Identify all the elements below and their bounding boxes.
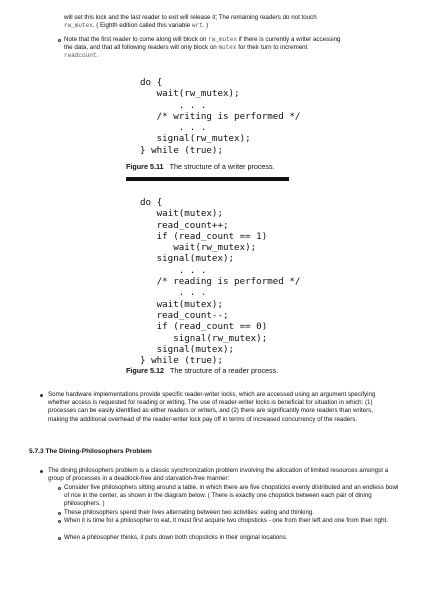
dining-bullet-3: When it is time for a philosopher to eat, it must first acquire two chopsticks - one from their left and one from their right. <box>64 517 388 524</box>
top-item1-end: . ) <box>202 22 209 30</box>
top-item1-rest: . ( Eighth edition called this variable <box>92 22 191 30</box>
bullet-hollow <box>58 39 61 42</box>
top-list-item-2 <box>64 36 409 61</box>
top-item2-text1: Note that the first reader to come along will block on <box>64 36 207 43</box>
bullet-hollow <box>58 487 61 490</box>
figure-5-11-text: The structure of a writer process. <box>169 162 275 171</box>
bullet-hollow <box>58 520 61 523</box>
dining-bullet-1: Consider five philosophers sitting around a table, in which there are five chopsticks evenly distributed and an endless bowl of rice in the center, as shown in the diagram below. ( There is exactly one chopstick between each pair of dining philosophers. ) <box>64 484 399 508</box>
figure-5-12-caption <box>126 366 278 375</box>
dining-bullet-2: These philosophers spend their lives alternating between two activities: eating and thinking. <box>64 509 315 516</box>
code-mutex: mutex <box>218 44 237 52</box>
reader-process-code: do { wait(mutex); read_count++; if (read_count == 1) wait(rw_mutex); signal(mutex); . . . /* reading is performed */ . . . wait(mutex); read_count--; if (read_count == 0) signal(rw_mutex); signal(mutex); } while (true); <box>140 197 301 367</box>
bullet-hollow <box>58 512 61 515</box>
top-list-item-continuation <box>64 14 404 30</box>
code-rw-mutex-2: rw_mutex <box>208 36 237 43</box>
top-item1-line2 <box>64 22 404 30</box>
figure-5-11-label: Figure 5.11 <box>126 162 164 171</box>
code-rw-mutex: rw_mutex <box>64 22 93 30</box>
dining-paragraph: The dining philosophers problem is a classic synchronization problem involving the allocation of limited resources amongst a group of processes in a deadlock-free and starvation-free manner: <box>48 467 389 483</box>
figure-5-12-label: Figure 5.12 <box>126 366 164 375</box>
top-item2-text3: the data, and that all following readers will only block on <box>64 44 217 52</box>
top-item2-text2: if there is currently a writer accessing <box>238 36 341 43</box>
writer-process-code: do { wait(rw_mutex); . . . /* writing is performed */ . . . signal(rw_mutex); } while (true); <box>140 77 301 156</box>
figure-5-11-caption <box>126 162 275 171</box>
rw-locks-paragraph: Some hardware implementations provide specific reader-writer locks, which are accessed using an argument specifying whether access is requested for reading or writing. The use of reader-writer locks is beneficial for situation in which: (1) processes can be easily identified as either readers or writers, and (2) there are significantly more readers than writers, making the additional overhead of the reader-writer lock pay off in terms of increased concurrency of the readers. <box>48 391 376 423</box>
dining-bullet-4: When a philosopher thinks, it puts down both chopsticks in their original locations. <box>64 534 288 541</box>
code-wrt: wrt <box>191 22 203 30</box>
figure-divider-rule <box>126 177 289 181</box>
top-item2-text5: . <box>96 52 99 60</box>
code-readcount: readcount <box>64 52 97 60</box>
bullet-filled <box>40 394 43 397</box>
section-heading: 5.7.3 The Dining-Philosophers Problem <box>29 448 152 455</box>
bullet-filled <box>40 470 43 473</box>
bullet-hollow <box>58 537 61 540</box>
top-item1-line1: will set this lock and the last reader to exit will release it; The remaining readers do not touch <box>64 14 317 21</box>
top-item2-text4: for their turn to increment <box>238 44 308 52</box>
figure-5-12-text: The structure of a reader process. <box>169 366 279 375</box>
